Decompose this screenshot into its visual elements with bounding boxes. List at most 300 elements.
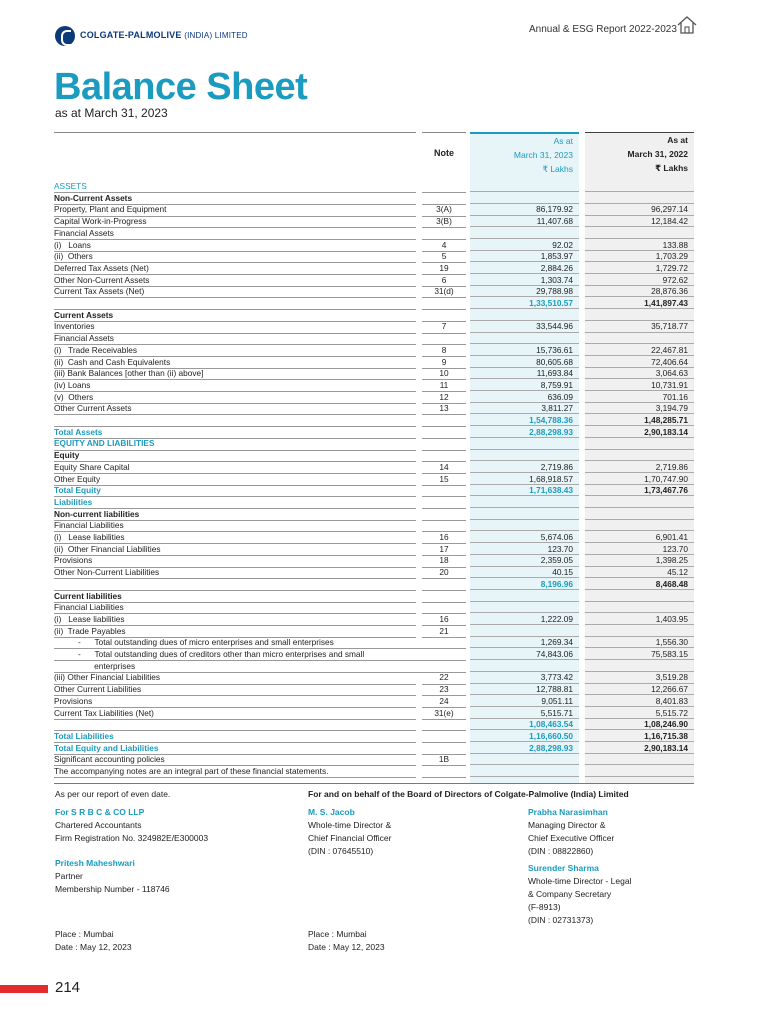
- value-2022: [585, 450, 694, 461]
- table-row: [54, 614, 694, 626]
- row-note: 1B: [422, 754, 466, 766]
- value-2022: [585, 228, 694, 239]
- table-row: [54, 193, 694, 205]
- value-2023: [470, 661, 579, 672]
- row-note: 22: [422, 672, 466, 684]
- header-2022-as-at: As at: [667, 135, 688, 145]
- table-row: [54, 310, 694, 322]
- row-label: [54, 719, 416, 731]
- row-label: Significant accounting policies: [54, 754, 416, 766]
- date-mid: Date : May 12, 2023: [308, 942, 385, 952]
- value-2022: 1,73,467.76: [585, 485, 694, 496]
- row-note: 16: [422, 532, 466, 544]
- value-2023: 8,196.96: [470, 579, 579, 590]
- row-note: [422, 450, 466, 462]
- value-2023: [470, 450, 579, 461]
- row-label: Liabilities: [54, 497, 416, 509]
- value-2023: 5,674.06: [470, 532, 579, 543]
- row-label: Inventories: [54, 321, 416, 333]
- value-2022: [585, 661, 694, 672]
- md-line-3: (DIN : 08822860): [528, 846, 594, 856]
- place-left: Place : Mumbai: [55, 929, 114, 939]
- row-note: [422, 427, 466, 439]
- value-2023: 11,407.68: [470, 216, 579, 227]
- value-2023: 2,359.05: [470, 555, 579, 566]
- row-label: (ii) Other Financial Liabilities: [54, 544, 416, 556]
- row-note: [422, 333, 466, 345]
- value-2022: [585, 520, 694, 531]
- value-2022: 72,406.64: [585, 357, 694, 368]
- partner-line-2: Membership Number - 118746: [55, 884, 170, 894]
- value-2023: 2,88,298.93: [470, 743, 579, 754]
- table-row: [54, 754, 694, 766]
- row-label: (ii) Others: [54, 251, 416, 263]
- value-2023: 40.15: [470, 567, 579, 578]
- row-note: 24: [422, 696, 466, 708]
- table-row: [54, 497, 694, 509]
- row-label: (ii) Trade Payables: [54, 626, 416, 638]
- row-note: [422, 181, 466, 193]
- value-2022: [585, 626, 694, 637]
- value-2022: [585, 310, 694, 321]
- row-note: [422, 766, 466, 778]
- row-note: [422, 649, 466, 661]
- value-2022: 133.88: [585, 240, 694, 251]
- page-subtitle: as at March 31, 2023: [55, 106, 168, 120]
- value-2022: 701.16: [585, 392, 694, 403]
- value-2022: 10,731.91: [585, 380, 694, 391]
- row-note: 12: [422, 392, 466, 404]
- row-label: enterprises: [54, 661, 440, 673]
- row-note: 20: [422, 567, 466, 579]
- row-label: Deferred Tax Assets (Net): [54, 263, 416, 275]
- value-2022: 1,729.72: [585, 263, 694, 274]
- row-label: (i) Lease liabilities: [54, 614, 416, 626]
- value-2023: 2,884.26: [470, 263, 579, 274]
- header-2023-as-at: As at: [553, 136, 573, 146]
- company-logo-text: COLGATE-PALMOLIVE (INDIA) LIMITED: [80, 30, 248, 40]
- value-2023: 12,788.81: [470, 684, 579, 695]
- row-label: Financial Liabilities: [54, 602, 416, 614]
- table-row: [54, 380, 694, 392]
- value-2022: 1,16,715.38: [585, 731, 694, 742]
- value-2022: 3,064.63: [585, 368, 694, 379]
- table-row: [54, 438, 694, 450]
- value-2023: 9,051.11: [470, 696, 579, 707]
- table-row: [54, 672, 694, 684]
- table-row: [54, 731, 694, 743]
- partner-name: Pritesh Maheshwari: [55, 858, 135, 868]
- page-title: Balance Sheet: [54, 66, 308, 108]
- row-note: [422, 228, 466, 240]
- date-left: Date : May 12, 2023: [55, 942, 132, 952]
- cfo-line-1: Whole-time Director &: [308, 820, 392, 830]
- table-row: [54, 649, 694, 661]
- value-2023: 92.02: [470, 240, 579, 251]
- page-number: 214: [55, 979, 81, 996]
- row-label: Non-Current Assets: [54, 193, 416, 205]
- table-row: [54, 520, 694, 532]
- value-2022: 22,467.81: [585, 345, 694, 356]
- table-row: [54, 368, 694, 380]
- home-icon[interactable]: [676, 14, 698, 36]
- header-2022-date: March 31, 2022: [627, 149, 688, 159]
- row-note: [422, 520, 466, 532]
- page-number-bar: [0, 985, 48, 993]
- auditor-line-2: Firm Registration No. 324982E/E300003: [55, 833, 209, 843]
- row-label: [54, 298, 416, 310]
- md-name: Prabha Narasimhan: [528, 807, 608, 817]
- row-label: Equity: [54, 450, 416, 462]
- table-row: [54, 345, 694, 357]
- value-2023: [470, 228, 579, 239]
- row-note: [422, 415, 466, 427]
- row-note: [422, 579, 466, 591]
- table-row: [54, 263, 694, 275]
- table-row: [54, 626, 694, 638]
- table-row: [54, 298, 694, 310]
- row-label: (i) Trade Receivables: [54, 345, 416, 357]
- row-note: 18: [422, 555, 466, 567]
- row-note: [422, 310, 466, 322]
- row-label: Financial Assets: [54, 333, 416, 345]
- value-2023: 123.70: [470, 544, 579, 555]
- row-label: ASSETS: [54, 181, 416, 193]
- value-2023: 2,719.86: [470, 462, 579, 473]
- row-label: Financial Assets: [54, 228, 416, 240]
- table-row: [54, 240, 694, 252]
- row-label: - Total outstanding dues of micro enterprises and small enterprises: [54, 637, 440, 649]
- value-2022: [585, 333, 694, 344]
- md-line-1: Managing Director &: [528, 820, 606, 830]
- row-label: (ii) Cash and Cash Equivalents: [54, 357, 416, 369]
- table-row: [54, 392, 694, 404]
- value-2022: 1,70,747.90: [585, 474, 694, 485]
- row-label: Financial Liabilities: [54, 520, 416, 532]
- row-label: Current Tax Assets (Net): [54, 286, 416, 298]
- value-2023: [470, 193, 579, 204]
- value-2023: 74,843.06: [470, 649, 579, 660]
- row-note: 31(e): [422, 708, 466, 720]
- place-date-left: [55, 928, 132, 954]
- value-2023: 2,88,298.93: [470, 427, 579, 438]
- value-2023: 1,33,510.57: [470, 298, 579, 309]
- cs-line-1: Whole-time Director - Legal: [528, 876, 632, 886]
- value-2022: 12,266.67: [585, 684, 694, 695]
- row-note: [422, 438, 466, 450]
- row-note: 3(A): [422, 204, 466, 216]
- header-2023-date: March 31, 2023: [513, 150, 573, 160]
- cfo-line-3: (DIN : 07645510): [308, 846, 374, 856]
- value-2023: 33,544.96: [470, 321, 579, 332]
- value-2023: [470, 333, 579, 344]
- row-label: Non-current liabilities: [54, 509, 416, 521]
- value-2023: [470, 766, 579, 777]
- row-note: [422, 743, 466, 755]
- row-note: 15: [422, 474, 466, 486]
- row-label: Other Non-Current Liabilities: [54, 567, 416, 579]
- row-note: [422, 637, 466, 649]
- value-2022: 12,184.42: [585, 216, 694, 227]
- row-note: [422, 193, 466, 205]
- row-label: Other Current Liabilities: [54, 684, 416, 696]
- value-2022: 1,08,246.90: [585, 719, 694, 730]
- table-row: [54, 251, 694, 263]
- row-note: [422, 731, 466, 743]
- value-2023: 1,71,638.43: [470, 485, 579, 496]
- row-note: 16: [422, 614, 466, 626]
- row-label: EQUITY AND LIABILITIES: [54, 438, 416, 450]
- table-row: [54, 462, 694, 474]
- value-2022: [585, 509, 694, 520]
- value-2023: 86,179.92: [470, 204, 579, 215]
- value-2022: 2,719.86: [585, 462, 694, 473]
- auditor-name: For S R B C & CO LLP: [55, 807, 145, 817]
- cs-line-2: & Company Secretary: [528, 889, 612, 899]
- value-2023: 8,759.91: [470, 380, 579, 391]
- value-2022: 75,583.15: [585, 649, 694, 660]
- auditor-block: [55, 806, 208, 896]
- note-column-label: Note: [434, 148, 454, 158]
- row-note: 31(d): [422, 286, 466, 298]
- report-reference: As per our report of even date.: [55, 789, 171, 799]
- table-row: [54, 579, 694, 591]
- table-row: [54, 743, 694, 755]
- value-2023: [470, 626, 579, 637]
- table-row: [54, 591, 694, 603]
- value-2022: 28,876.36: [585, 286, 694, 297]
- table-row: [54, 333, 694, 345]
- table-row: [54, 544, 694, 556]
- row-label: Equity Share Capital: [54, 462, 416, 474]
- row-label: Provisions: [54, 555, 416, 567]
- row-label: Total Liabilities: [54, 731, 416, 743]
- row-label: (i) Lease liabilities: [54, 532, 416, 544]
- table-row: [54, 204, 694, 216]
- table-row: [54, 661, 694, 673]
- place-mid: Place : Mumbai: [308, 929, 367, 939]
- value-2023: 1,853.97: [470, 251, 579, 262]
- value-2022: [585, 497, 694, 508]
- row-note: [422, 485, 466, 497]
- value-2022: 3,194.79: [585, 403, 694, 414]
- row-note: 21: [422, 626, 466, 638]
- table-row: [54, 228, 694, 240]
- cfo-block: [308, 806, 391, 858]
- cs-name: Surender Sharma: [528, 863, 599, 873]
- value-2022: [585, 181, 694, 192]
- value-2023: 15,736.61: [470, 345, 579, 356]
- value-2023: [470, 754, 579, 765]
- row-label: Total Equity and Liabilities: [54, 743, 416, 755]
- cfo-line-2: Chief Financial Officer: [308, 833, 392, 843]
- cs-line-4: (DIN : 02731373): [528, 915, 594, 925]
- value-2023: [470, 602, 579, 613]
- row-label: Current Tax Liabilities (Net): [54, 708, 416, 720]
- row-label: Other Non-Current Assets: [54, 275, 416, 287]
- table-row: [54, 766, 694, 778]
- place-date-mid: [308, 928, 385, 954]
- value-2022: 5,515.72: [585, 708, 694, 719]
- row-note: [422, 591, 466, 603]
- value-2022: 1,703.29: [585, 251, 694, 262]
- value-2022: [585, 754, 694, 765]
- row-note: 6: [422, 275, 466, 287]
- value-2023: 1,303.74: [470, 275, 579, 286]
- value-2022: 1,41,897.43: [585, 298, 694, 309]
- cs-line-3: (F-8913): [528, 902, 561, 912]
- value-2022: 1,556.30: [585, 637, 694, 648]
- row-note: [422, 497, 466, 509]
- value-2023: [470, 591, 579, 602]
- value-2022: [585, 766, 694, 777]
- row-label: (iv) Loans: [54, 380, 416, 392]
- row-note: 10: [422, 368, 466, 380]
- row-label: Other Current Assets: [54, 403, 416, 415]
- value-2023: [470, 497, 579, 508]
- value-2022: 96,297.14: [585, 204, 694, 215]
- table-bottom-rule: [54, 783, 694, 784]
- colgate-logo-icon: [55, 26, 75, 46]
- row-label: - Total outstanding dues of creditors other than micro enterprises and small: [54, 649, 440, 661]
- row-note: 7: [422, 321, 466, 333]
- value-2023: 3,773.42: [470, 672, 579, 683]
- row-note: 23: [422, 684, 466, 696]
- table-row: [54, 485, 694, 497]
- row-note: 11: [422, 380, 466, 392]
- value-2023: 29,788.98: [470, 286, 579, 297]
- value-2022: 972.62: [585, 275, 694, 286]
- value-2022: 6,901.41: [585, 532, 694, 543]
- value-2023: 11,693.84: [470, 368, 579, 379]
- table-row: [54, 321, 694, 333]
- value-2023: [470, 509, 579, 520]
- table-row: [54, 181, 694, 193]
- table-row: [54, 708, 694, 720]
- value-2023: [470, 181, 579, 192]
- table-row: [54, 637, 694, 649]
- value-2022: [585, 591, 694, 602]
- row-note: 19: [422, 263, 466, 275]
- auditor-line-1: Chartered Accountants: [55, 820, 142, 830]
- value-2023: 1,54,788.36: [470, 415, 579, 426]
- row-label: Other Equity: [54, 474, 416, 486]
- value-2023: 3,811.27: [470, 403, 579, 414]
- row-label: Provisions: [54, 696, 416, 708]
- value-2022: 45.12: [585, 567, 694, 578]
- table-row: [54, 474, 694, 486]
- md-line-2: Chief Executive Officer: [528, 833, 615, 843]
- table-row: [54, 275, 694, 287]
- row-label: [54, 415, 416, 427]
- row-label: Capital Work-in-Progress: [54, 216, 416, 228]
- table-row: [54, 357, 694, 369]
- row-label: (i) Loans: [54, 240, 416, 252]
- row-label: (iii) Bank Balances [other than (ii) above]: [54, 368, 416, 380]
- value-2022: [585, 193, 694, 204]
- row-note: 13: [422, 403, 466, 415]
- row-label: Total Assets: [54, 427, 416, 439]
- table-row: [54, 509, 694, 521]
- row-note: [422, 298, 466, 310]
- table-row: [54, 216, 694, 228]
- value-2022: 8,401.83: [585, 696, 694, 707]
- value-2022: 2,90,183.14: [585, 743, 694, 754]
- value-2022: 8,468.48: [585, 579, 694, 590]
- row-note: [422, 719, 466, 731]
- table-top-rule: [54, 132, 416, 133]
- row-label: Current Assets: [54, 310, 416, 322]
- value-2023: 80,605.68: [470, 357, 579, 368]
- row-label: (v) Others: [54, 392, 416, 404]
- row-label: (iii) Other Financial Liabilities: [54, 672, 416, 684]
- row-label: Current liabilities: [54, 591, 416, 603]
- table-row: [54, 415, 694, 427]
- table-row: [54, 403, 694, 415]
- row-label: The accompanying notes are an integral part of these financial statements.: [54, 766, 416, 778]
- board-statement: For and on behalf of the Board of Directors of Colgate-Palmolive (India) Limited: [308, 789, 629, 799]
- row-note: [422, 661, 466, 673]
- partner-line-1: Partner: [55, 871, 83, 881]
- header-2023-unit: ₹ Lakhs: [542, 164, 573, 174]
- table-row: [54, 532, 694, 544]
- row-note: 17: [422, 544, 466, 556]
- report-title: Annual & ESG Report 2022-2023: [529, 24, 677, 35]
- value-2022: [585, 602, 694, 613]
- value-2022: 1,403.95: [585, 614, 694, 625]
- header-2022-unit: ₹ Lakhs: [655, 163, 688, 173]
- row-note: [422, 602, 466, 614]
- table-row: [54, 719, 694, 731]
- row-label: [54, 579, 416, 591]
- value-2023: 1,16,660.50: [470, 731, 579, 742]
- value-2023: [470, 520, 579, 531]
- table-row: [54, 555, 694, 567]
- value-2022: 3,519.28: [585, 672, 694, 683]
- row-note: 3(B): [422, 216, 466, 228]
- row-note: 14: [422, 462, 466, 474]
- value-2023: [470, 438, 579, 449]
- table-row: [54, 696, 694, 708]
- md-block: [528, 806, 631, 927]
- value-2022: 2,90,183.14: [585, 427, 694, 438]
- value-2023: 636.09: [470, 392, 579, 403]
- value-2022: 35,718.77: [585, 321, 694, 332]
- table-row: [54, 602, 694, 614]
- value-2023: 1,68,918.57: [470, 474, 579, 485]
- table-row: [54, 684, 694, 696]
- value-2022: 1,48,285.71: [585, 415, 694, 426]
- column-header-2023: [470, 132, 579, 174]
- row-note: 4: [422, 240, 466, 252]
- value-2022: [585, 438, 694, 449]
- table-row: [54, 286, 694, 298]
- value-2023: 1,269.34: [470, 637, 579, 648]
- value-2023: 1,08,463.54: [470, 719, 579, 730]
- row-label: Total Equity: [54, 485, 416, 497]
- row-note: 8: [422, 345, 466, 357]
- row-note: [422, 509, 466, 521]
- cfo-name: M. S. Jacob: [308, 807, 355, 817]
- column-header-2022: [585, 132, 694, 173]
- table-row: [54, 567, 694, 579]
- table-row: [54, 427, 694, 439]
- row-note: 5: [422, 251, 466, 263]
- value-2022: 123.70: [585, 544, 694, 555]
- value-2023: [470, 310, 579, 321]
- value-2023: 5,515.71: [470, 708, 579, 719]
- table-row: [54, 450, 694, 462]
